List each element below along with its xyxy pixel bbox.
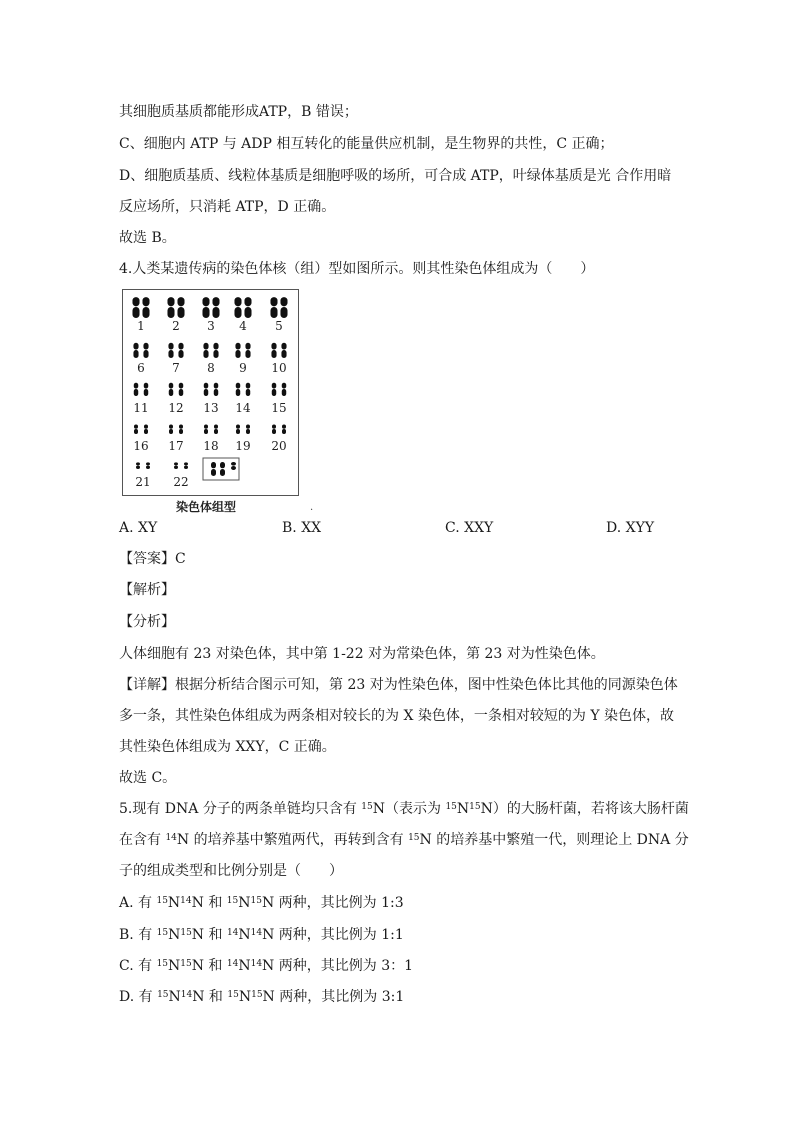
chromosome xyxy=(202,297,209,306)
chromosome xyxy=(202,307,209,318)
chromosome xyxy=(246,389,250,396)
text-line: D、细胞质基质、线粒体基质是细胞呼吸的场所，可合成 ATP，叶绿体基质是光 合作用暗 xyxy=(119,168,672,184)
chromosome-label: 7 xyxy=(172,361,180,375)
sex-chromosome xyxy=(231,466,236,470)
chromosome xyxy=(282,429,286,434)
chromosome xyxy=(245,350,250,358)
chromosome xyxy=(213,343,218,350)
chromosome xyxy=(204,425,208,429)
chromosome xyxy=(136,462,140,465)
sex-chromosome xyxy=(211,469,216,476)
chromosome-label: 21 xyxy=(135,475,151,489)
chromosome xyxy=(235,343,240,350)
chromosome xyxy=(270,297,277,306)
chromosome xyxy=(246,425,250,429)
chromosome xyxy=(246,429,250,434)
text-line: 子的组成类型和比例分别是（ ） xyxy=(119,863,343,879)
chromosome xyxy=(271,343,276,350)
chromosome xyxy=(204,429,208,434)
chromosome-label: 10 xyxy=(271,361,287,375)
chromosome xyxy=(244,297,251,306)
chromosome xyxy=(214,429,218,434)
answer-label: 【答案】C xyxy=(119,551,186,567)
chromosome xyxy=(184,466,188,470)
question-5-stem: 5.现有 DNA 分子的两条单链均只含有 $^{15}$N（表示为 $^{15}N^{15}N$）的大肠杆菌，若将该大肠杆菌 xyxy=(119,801,689,817)
chromosome xyxy=(177,307,184,318)
chromosome xyxy=(236,389,240,396)
chromosome xyxy=(203,343,208,350)
text-line: 人体细胞有 23 对染色体，其中第 1-22 对为常染色体，第 23 对为性染色体。 xyxy=(119,646,605,662)
chromosome xyxy=(144,383,148,389)
chromosome xyxy=(144,429,148,434)
text-line: 【详解】根据分析结合图示可知，第 23 对为性染色体，图中性染色体比其他的同源染色体 xyxy=(119,677,678,693)
chromosome-label: 13 xyxy=(203,401,219,415)
chromosome xyxy=(144,389,148,396)
chromosome xyxy=(280,297,287,306)
option-c: C. XXY xyxy=(445,520,494,536)
chromosome xyxy=(174,462,178,465)
chromosome xyxy=(271,350,276,358)
chromosome xyxy=(134,389,138,396)
chromosome xyxy=(234,297,241,306)
question-4-stem: 4.人类某遗传病的染色体核（组）型如图所示。则其性染色体组成为（ ） xyxy=(119,261,595,277)
chromosome xyxy=(184,462,188,465)
sex-chromosome xyxy=(220,462,225,468)
q5-option-c: C. 有 $^{15}N^{15}N$ 和 $^{14}N^{14}N$ 两种，其比例为 3：1 xyxy=(119,958,414,974)
chromosome-label: 4 xyxy=(239,319,247,333)
chromosome xyxy=(204,389,208,396)
chromosome xyxy=(270,307,277,318)
chromosome xyxy=(281,343,286,350)
chromosome-label: 16 xyxy=(133,439,149,453)
chromosome xyxy=(132,307,139,318)
chromosome xyxy=(204,383,208,389)
chromosome xyxy=(212,297,219,306)
text-line: 反应场所，只消耗 ATP，D 正确。 xyxy=(119,199,336,215)
chromosome xyxy=(236,425,240,429)
chromosome xyxy=(132,297,139,306)
chromosome-label: 20 xyxy=(271,439,287,453)
analysis-label: 【解析】 xyxy=(119,582,175,598)
chromosome xyxy=(167,297,174,306)
chromosome-label: 18 xyxy=(203,439,219,453)
karyotype-figure xyxy=(122,289,299,496)
chromosome xyxy=(235,350,240,358)
chromosome xyxy=(134,429,138,434)
chromosome xyxy=(178,343,183,350)
chromosome xyxy=(214,389,218,396)
chromosome xyxy=(236,429,240,434)
chromosome xyxy=(143,343,148,350)
chromosome xyxy=(146,466,150,470)
chromosome xyxy=(169,383,173,389)
chromosome-label: 14 xyxy=(235,401,251,415)
option-a: A. XY xyxy=(119,520,158,536)
text-line: 在含有 $^{14}$N 的培养基中繁殖两代，再转到含有 $^{15}$N 的培养基中繁殖一代，则理论上 DNA 分 xyxy=(119,832,689,848)
chromosome xyxy=(146,462,150,465)
analysis-subtitle: 【分析】 xyxy=(119,614,175,630)
chromosome xyxy=(179,383,183,389)
chromosome-label: 12 xyxy=(168,401,184,415)
chromosome xyxy=(133,350,138,358)
chromosome-label: 3 xyxy=(207,319,215,333)
text-line: 故选 B。 xyxy=(119,230,176,246)
chromosome-label: 19 xyxy=(235,439,251,453)
chromosome xyxy=(178,350,183,358)
chromosome xyxy=(272,383,276,389)
q5-option-d: D. 有 $^{15}N^{14}N$ 和 $^{15}N^{15}N$ 两种，其比例为 3:1 xyxy=(119,989,405,1005)
chromosome xyxy=(136,466,140,470)
sex-chromosome xyxy=(211,462,216,468)
chromosome xyxy=(212,307,219,318)
chromosome xyxy=(169,429,173,434)
chromosome xyxy=(142,307,149,318)
chromosome xyxy=(169,389,173,396)
text-line: 其性染色体组成为 XXY，C 正确。 xyxy=(119,739,336,755)
chromosome xyxy=(236,383,240,389)
q5-option-a: A. 有 $^{15}N^{14}N$ 和 $^{15}N^{15}N$ 两种，其比例为 1:3 xyxy=(119,895,404,911)
option-b: B. XX xyxy=(282,520,322,536)
chromosome xyxy=(142,297,149,306)
chromosome-label: 1 xyxy=(137,319,145,333)
chromosome xyxy=(281,350,286,358)
chromosome xyxy=(282,389,286,396)
chromosome xyxy=(244,307,251,318)
chromosome xyxy=(133,343,138,350)
chromosome xyxy=(179,389,183,396)
chromosome xyxy=(245,343,250,350)
chromosome-label: 11 xyxy=(133,401,149,415)
chromosome xyxy=(246,383,250,389)
chromosome-label: 6 xyxy=(137,361,145,375)
chromosome xyxy=(282,425,286,429)
sex-chromosome xyxy=(220,469,225,476)
q5-option-b: B. 有 $^{15}N^{15}N$ 和 $^{14}N^{14}N$ 两种，其比例为 1:1 xyxy=(119,927,404,943)
chromosome xyxy=(272,389,276,396)
sex-chromosome xyxy=(231,462,236,466)
chromosome-label: 22 xyxy=(173,475,189,489)
chromosome-label: 8 xyxy=(207,361,215,375)
chromosome xyxy=(272,425,276,429)
figure-caption: 染色体组型 xyxy=(176,500,237,514)
figure-mark: . xyxy=(310,502,314,513)
chromosome-label: 5 xyxy=(275,319,283,333)
chromosome-label: 2 xyxy=(172,319,180,333)
karyotype-drawing xyxy=(123,290,298,495)
chromosome xyxy=(234,307,241,318)
chromosome xyxy=(179,429,183,434)
chromosome xyxy=(143,350,148,358)
chromosome xyxy=(144,425,148,429)
chromosome xyxy=(280,307,287,318)
chromosome xyxy=(203,350,208,358)
chromosome xyxy=(169,425,173,429)
chromosome xyxy=(214,383,218,389)
chromosome xyxy=(168,343,173,350)
chromosome xyxy=(168,350,173,358)
chromosome xyxy=(213,350,218,358)
chromosome xyxy=(167,307,174,318)
chromosome xyxy=(282,383,286,389)
chromosome-label: 15 xyxy=(271,401,287,415)
text-line: C、细胞内 ATP 与 ADP 相互转化的能量供应机制，是生物界的共性，C 正确； xyxy=(119,136,614,152)
chromosome-label: 17 xyxy=(168,439,184,453)
chromosome xyxy=(177,297,184,306)
text-line: 其细胞质基质都能形成ATP，B 错误； xyxy=(119,104,358,120)
text-line: 故选 C。 xyxy=(119,770,177,786)
chromosome xyxy=(174,466,178,470)
chromosome xyxy=(214,425,218,429)
text-line: 多一条，其性染色体组成为两条相对较长的为 X 染色体，一条相对较短的为 Y 染色体，故 xyxy=(119,708,675,724)
chromosome-label: 9 xyxy=(239,361,247,375)
chromosome xyxy=(272,429,276,434)
chromosome xyxy=(134,425,138,429)
chromosome xyxy=(179,425,183,429)
option-d: D. XYY xyxy=(606,520,655,536)
chromosome xyxy=(134,383,138,389)
